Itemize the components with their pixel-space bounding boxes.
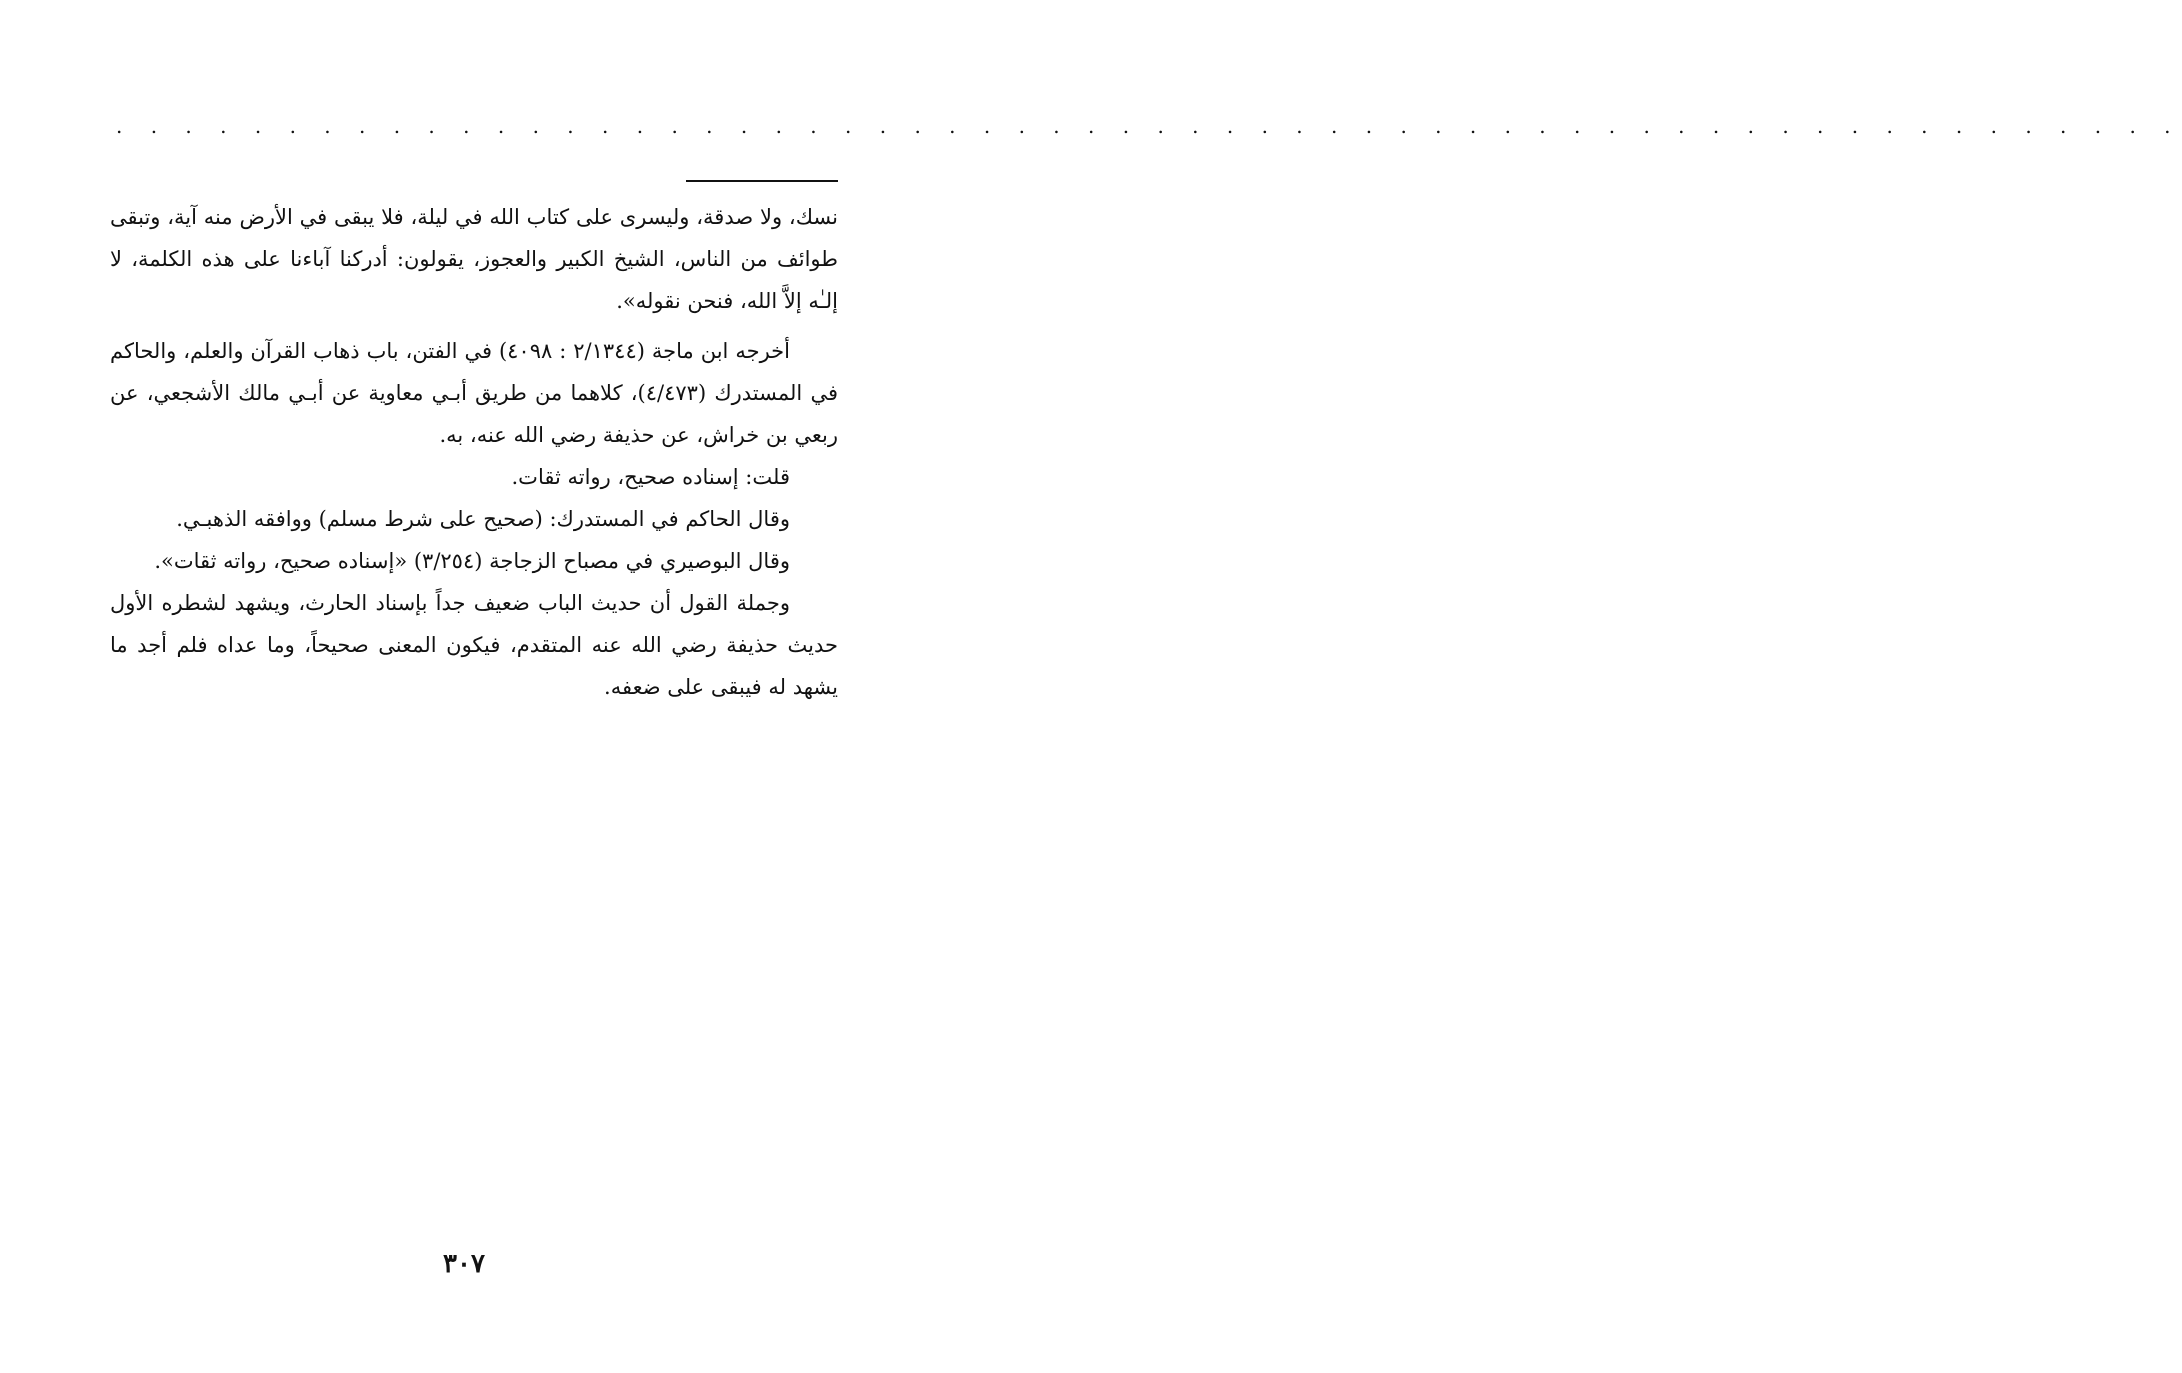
page-number: ٣٠٧	[443, 1249, 485, 1279]
paragraph-takhrij: أخرجه ابن ماجة (٢/١٣٤٤ : ٤٠٩٨) في الفتن، باب ذهاب القرآن والعلم، والحاكم في المستدرك (٤/٤٧٣)، كلاهما من طريق أبـي معاوية عن أبـي مالك الأشجعي، عن ربعي بن خراش، عن حذيفة رضي الله عنه، به.	[110, 339, 838, 447]
paragraph-conclusion: وجملة القول أن حديث الباب ضعيف جداً بإسناد الحارث، ويشهد لشطره الأول حديث حذيفة رضي الله عنه المتقدم، فيكون المعنى صحيحاً، وما عداه فلم أجد ما يشهد له فيبقى على ضعفه.	[110, 591, 838, 699]
page-body	[110, 196, 838, 708]
paragraph-hadith-continuation: نسك، ولا صدقة، وليسرى على كتاب الله في ليلة، فلا يبقى في الأرض منه آية، وتبقى طوائف من الناس، الشيخ الكبير والعجوز، يقولون: أدركنا آباءنا على هذه الكلمة، لا إلـٰه إلاَّ الله، فنحن نقوله».	[110, 205, 838, 313]
paragraph-busiri-verdict: وقال البوصيري في مصباح الزجاجة (٣/٢٥٤) «إسناده صحيح، رواته ثقات».	[154, 549, 790, 573]
paragraph-author-verdict: قلت: إسناده صحيح، رواته ثقات.	[511, 465, 790, 489]
paragraph-hakim-verdict: وقال الحاكم في المستدرك: (صحيح على شرط مسلم) ووافقه الذهبـي.	[176, 507, 790, 531]
dotted-separator: . . . . . . . . . . . . . . . . . . . . . . . . . . . . . . . . . . . . . . . . . . . . . . . . . . . . . . . . . . . .	[116, 114, 2182, 138]
footnote-rule	[686, 180, 838, 182]
